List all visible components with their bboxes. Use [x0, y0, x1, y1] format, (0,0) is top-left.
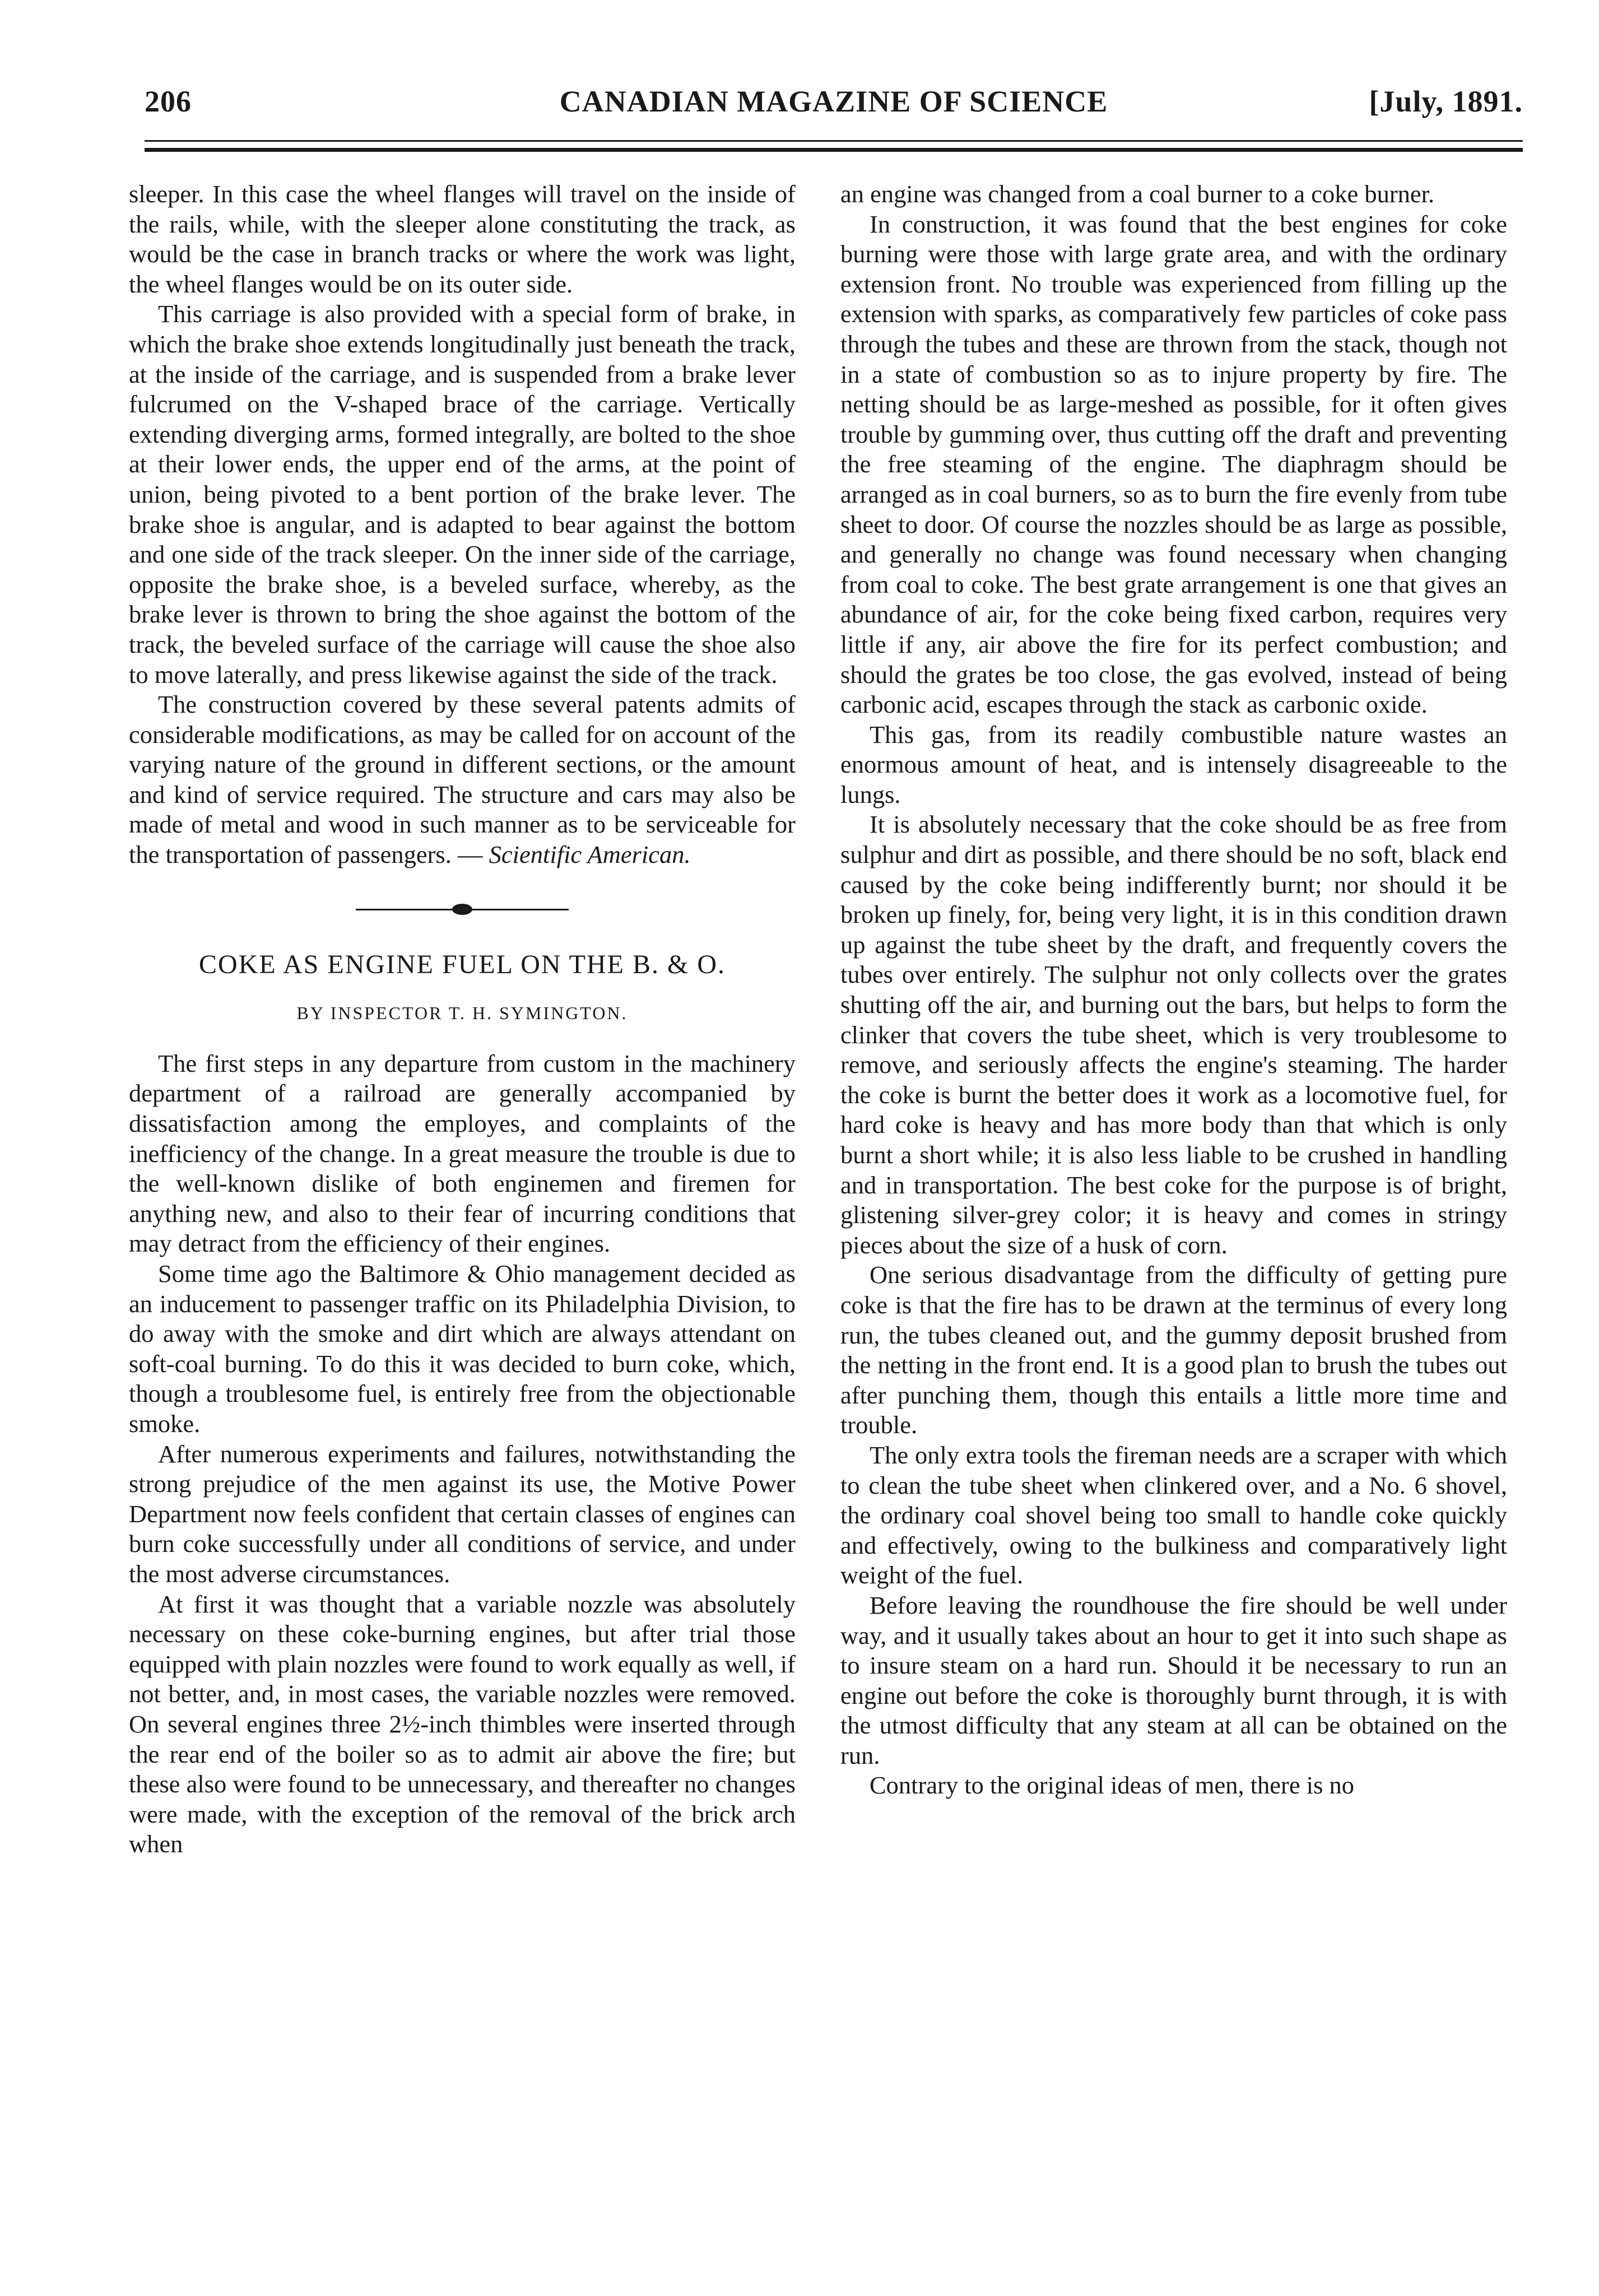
paragraph: The first steps in any departure from custom in the machinery department of a railroad are generally accompanied by dissatisfaction among the employes, and complaints of the inefficiency of the change. In a great measure the trouble is due to the well-known dislike of both enginemen and firemen for anything new, and also to their fear of incurring conditions that may detract from the efficiency of their engines.	[129, 1049, 796, 1258]
paragraph: Contrary to the original ideas of men, there is no	[870, 1771, 1355, 1800]
paragraph: It is absolutely necessary that the coke should be as free from sulphur and dirt as possible, and there should be no soft, black end caused by the coke being indifferently burnt; nor should it be broken up finely, for, being very light, it is in this condition drawn up against the tube sheet by the draft, and frequently covers the tubes over entirely. The sulphur not only collects over the grates shutting off the air, and burning out the bars, but helps to form the clinker that covers the tube sheet, which is very troublesome to remove, and seriously affects the engine's steaming. The harder the coke is burnt the better does it work as a locomotive fuel, for hard coke is heavy and has more body than that which is only burnt a short while; it is also less liable to be crushed in handling and in transportation. The best coke for the purpose is of bright, glistening silver-grey color; it is heavy and comes in stringy pieces about the size of a husk of corn.	[840, 810, 1507, 1259]
running-header	[145, 84, 1523, 129]
source-citation: Scientific American.	[489, 840, 691, 869]
paragraph: sleeper. In this case the wheel flanges will travel on the inside of the rails, while, with the sleeper alone constituting the track, as would be the case in branch tracks or where the work was light, the wheel flanges would be on its outer side.	[129, 180, 796, 298]
article-byline: BY INSPECTOR T. H. SYMINGTON.	[296, 1003, 628, 1024]
right-column	[840, 179, 1507, 1801]
section-divider-ornament	[356, 903, 569, 916]
paragraph: After numerous experiments and failures, notwithstanding the strong prejudice of the men against its use, the Motive Power Department now feels confident that certain classes of engines can burn coke successfully under all conditions of service, and under the most adverse circumstances.	[129, 1439, 796, 1588]
header-rule-thick	[145, 148, 1523, 152]
paragraph: One serious disadvantage from the difficulty of getting pure coke is that the fire has to be drawn at the terminus of every long run, the tubes cleaned out, and the gummy deposit brushed from the netting in the front end. It is a good plan to brush the tubes out after punching them, though this entails a little more time and trouble.	[840, 1261, 1507, 1439]
paragraph: In construction, it was found that the best engines for coke burning were those with large grate area, and with the ordinary extension front. No trouble was experienced from filling up the extension with sparks, as comparatively few particles of coke pass through the tubes and these are thrown from the stack, though not in a state of combustion so as to injure property by fire. The netting should be as large-meshed as possible, for it often gives trouble by gumming over, thus cutting off the draft and preventing the free steaming of the engine. The diaphragm should be arranged as in coal burners, so as to burn the fire evenly from tube sheet to door. Of course the nozzles should be as large as possible, and generally no change was found necessary when changing from coal to coke. The best grate arrangement is one that gives an abundance of air, for the coke being fixed carbon, requires very little if any, air above the fire for its perfect combustion; and should the grates be too close, the gas evolved, instead of being carbonic acid, escapes through the stack as carbonic oxide.	[840, 210, 1507, 719]
left-column	[129, 179, 796, 1860]
divider-diamond-icon	[452, 904, 472, 915]
paragraph: This carriage is also provided with a special form of brake, in which the brake shoe extends longitudinally just beneath the track, at the inside of the carriage, and is suspended from a brake lever fulcrumed on the V-shaped brace of the carriage. Vertically extending diverging arms, formed integrally, are bolted to the shoe at their lower ends, the upper end of the arms, at the point of union, being pivoted to a bent portion of the brake lever. The brake shoe is angular, and is adapted to bear against the bottom and one side of the track sleeper. On the inner side of the carriage, opposite the brake shoe, is a beveled surface, whereby, as the brake lever is thrown to bring the shoe against the bottom of the track, the beveled surface of the carriage will cause the shoe also to move laterally, and press likewise against the side of the track.	[129, 300, 796, 689]
paragraph: The only extra tools the fireman needs are a scraper with which to clean the tube sheet when clinkered over, and a No. 6 shovel, the ordinary coal shovel being too small to handle coke quickly and effectively, owing to the bulkiness and comparatively light weight of the fuel.	[840, 1440, 1507, 1589]
paragraph: At first it was thought that a variable nozzle was absolutely necessary on these coke-burning engines, but after trial those equipped with plain nozzles were found to work equally as well, if not better, and, in most cases, the variable nozzles were removed. On several engines three 2½-inch thimbles were inserted through the rear end of the boiler so as to admit air above the fire; but these also were found to be unnecessary, and thereafter no changes were made, with the exception of the removal of the brick arch when	[129, 1589, 796, 1858]
header-rule-thin	[145, 140, 1523, 142]
issue-date: [July, 1891.	[1369, 85, 1523, 118]
journal-title: CANADIAN MAGAZINE OF SCIENCE	[559, 85, 1108, 118]
article-title: COKE AS ENGINE FUEL ON THE B. & O.	[199, 949, 726, 979]
paragraph: Some time ago the Baltimore & Ohio management decided as an inducement to passenger traffic on its Philadelphia Division, to do away with the smoke and dirt which are always attendant on soft-coal burning. To do this it was decided to burn coke, which, though a troublesome fuel, is entirely free from the objectionable smoke.	[129, 1259, 796, 1438]
paragraph: This gas, from its readily combustible nature wastes an enormous amount of heat, and is intensely disagreeable to the lungs.	[840, 720, 1507, 808]
paragraph	[129, 690, 796, 870]
paragraph-text: The construction covered by these several patents admits of considerable modifications, as may be called for on account of the varying nature of the ground in different sections, or the amount and kind of service required. The structure and cars may also be made of metal and wood in such manner as to be serviceable for the transportation of passengers. —	[129, 690, 796, 869]
paragraph: an engine was changed from a coal burner to a coke burner.	[840, 180, 1435, 208]
paragraph: Before leaving the roundhouse the fire should be well under way, and it usually takes about an hour to get it into such shape as to insure steam on a hard run. Should it be necessary to run an engine out before the coke is thoroughly burnt through, it is with the utmost difficulty that any steam at all can be obtained on the run.	[840, 1591, 1507, 1769]
page-number: 206	[145, 85, 192, 118]
